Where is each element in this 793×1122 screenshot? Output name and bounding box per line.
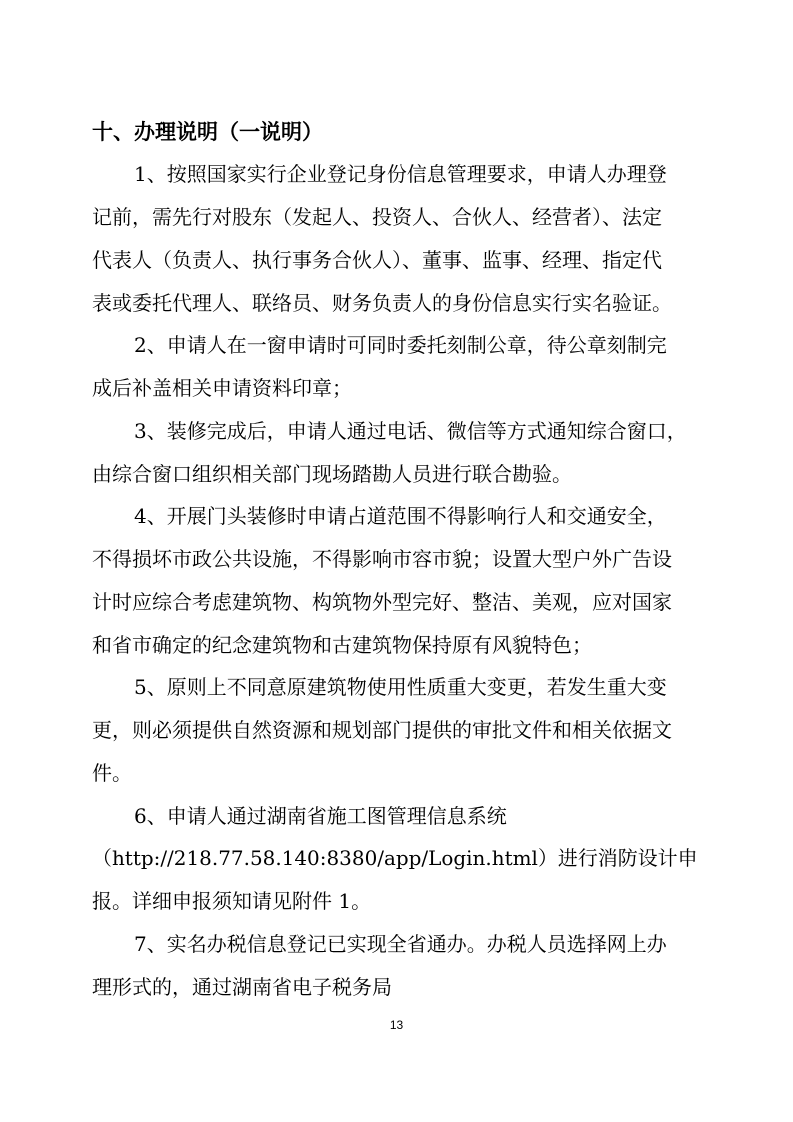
body-line: 成后补盖相关申请资料印章； — [92, 376, 352, 400]
body-line: 7、实名办税信息登记已实现全省通办。办税人员选择网上办 — [134, 932, 667, 956]
body-line: 更，则必须提供自然资源和规划部门提供的审批文件和相关依据文 — [92, 718, 672, 742]
body-line: 5、原则上不同意原建筑物使用性质重大变更，若发生重大变 — [134, 675, 667, 699]
body-line: 6、申请人通过湖南省施工图管理信息系统 — [134, 804, 507, 828]
body-line: 理形式的，通过湖南省电子税务局 — [92, 975, 392, 999]
body-line: 1、按照国家实行企业登记身份信息管理要求，申请人办理登 — [134, 162, 667, 186]
body-line: 代表人（负责人、执行事务合伙人）、董事、监事、经理、指定代 — [92, 248, 662, 272]
section-heading: 十、办理说明（一说明） — [92, 120, 323, 144]
page-number: 13 — [389, 1018, 404, 1032]
body-line: 不得损坏市政公共设施，不得影响市容市貌；设置大型户外广告设 — [92, 547, 672, 571]
body-line: 4、开展门头装修时申请占道范围不得影响行人和交通安全， — [134, 504, 667, 528]
body-line: 计时应综合考虑建筑物、构筑物外型完好、整洁、美观，应对国家 — [92, 590, 672, 614]
body-line: 和省市确定的纪念建筑物和古建筑物保持原有风貌特色； — [92, 633, 592, 657]
body-line: 件。 — [92, 761, 132, 785]
body-line: 表或委托代理人、联络员、财务负责人的身份信息实行实名验证。 — [92, 291, 672, 315]
body-line: 由综合窗口组织相关部门现场踏勘人员进行联合勘验。 — [92, 462, 572, 486]
body-line: 3、装修完成后，申请人通过电话、微信等方式通知综合窗口， — [134, 419, 687, 443]
body-line: 报。详细申报须知请见附件 1。 — [92, 889, 372, 913]
body-line: 记前，需先行对股东（发起人、投资人、合伙人、经营者）、法定 — [92, 205, 662, 229]
body-line: （http://218.77.58.140:8380/app/Login.html）进行消防设计申 — [92, 846, 698, 870]
body-line: 2、申请人在一窗申请时可同时委托刻制公章，待公章刻制完 — [134, 333, 667, 357]
